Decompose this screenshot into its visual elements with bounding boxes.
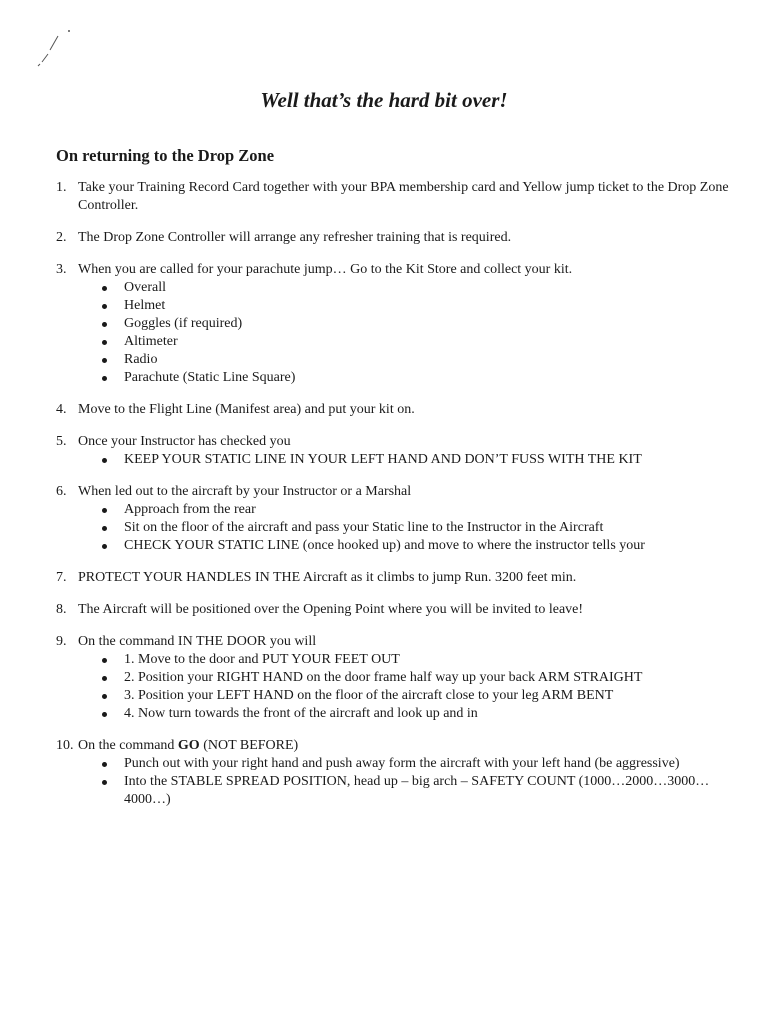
item-text [78,737,746,755]
bullet-item: Approach from the rear [102,501,746,519]
bullet-item: 3. Position your LEFT HAND on the floor of the aircraft close to your leg ARM BENT [102,687,746,705]
list-item [56,433,746,469]
instruction-list [56,179,746,823]
document-title: Well that’s the hard bit over! [260,88,508,112]
pen-mark-icon [36,28,76,70]
item-text: The Aircraft will be positioned over the Opening Point where you will be invited to leave! [78,602,584,617]
list-item [56,261,746,387]
go-command: GO [177,738,200,753]
item-text-post: (NOT BEFORE) [199,738,299,753]
bullet-list [78,451,746,469]
bullet-item: Into the STABLE SPREAD POSITION, head up – big arch – SAFETY COUNT (1000…2000…3000…4000…) [102,773,746,809]
item-number: 4. [56,402,67,417]
item-text: PROTECT YOUR HANDLES IN THE Aircraft as it climbs to jump Run. 3200 feet min. [78,570,577,585]
item-text: When led out to the aircraft by your Instructor or a Marshal [78,484,412,499]
bullet-item: Radio [102,351,746,369]
item-number: 10. [56,738,74,753]
bullet-list [78,755,746,809]
list-item [56,483,746,555]
item-text: When you are called for your parachute jump… Go to the Kit Store and collect your kit. [78,262,573,277]
bullet-list [78,651,746,723]
item-text-pre: On the command [78,738,178,753]
bullet-item: 1. Move to the door and PUT YOUR FEET OUT [102,651,746,669]
item-text: Move to the Flight Line (Manifest area) and put your kit on. [78,402,415,417]
item-number: 5. [56,434,67,449]
list-item [56,179,746,215]
bullet-item: Punch out with your right hand and push away form the aircraft with your left hand (be aggressive) [102,755,746,773]
item-text: On the command IN THE DOOR you will [78,634,317,649]
bullet-item: CHECK YOUR STATIC LINE (once hooked up) and move to where the instructor tells your [102,537,746,555]
bullet-item: Parachute (Static Line Square) [102,369,746,387]
list-item [56,569,746,587]
item-number: 8. [56,602,67,617]
bullet-item: Altimeter [102,333,746,351]
item-text: Take your Training Record Card together with your BPA membership card and Yellow jump ticket to the Drop Zone Controller. [78,180,729,213]
bullet-item: 2. Position your RIGHT HAND on the door frame half way up your back ARM STRAIGHT [102,669,746,687]
bullet-item: KEEP YOUR STATIC LINE IN YOUR LEFT HAND AND DON’T FUSS WITH THE KIT [102,451,746,469]
item-number: 6. [56,484,67,499]
item-number: 3. [56,262,67,277]
list-item [56,737,746,809]
section-heading: On returning to the Drop Zone [56,146,275,165]
list-item [56,633,746,723]
list-item [56,229,746,247]
list-item [56,401,746,419]
bullet-list [78,279,746,387]
item-number: 9. [56,634,67,649]
list-item [56,601,746,619]
bullet-item: Goggles (if required) [102,315,746,333]
bullet-list [78,501,746,555]
bullet-item: Helmet [102,297,746,315]
item-number: 1. [56,180,67,195]
item-text: Once your Instructor has checked you [78,434,291,449]
bullet-item: 4. Now turn towards the front of the aircraft and look up and in [102,705,746,723]
bullet-item: Overall [102,279,746,297]
item-number: 7. [56,570,67,585]
item-number: 2. [56,230,67,245]
item-text: The Drop Zone Controller will arrange any refresher training that is required. [78,230,512,245]
bullet-item: Sit on the floor of the aircraft and pass your Static line to the Instructor in the Aircraft [102,519,746,537]
